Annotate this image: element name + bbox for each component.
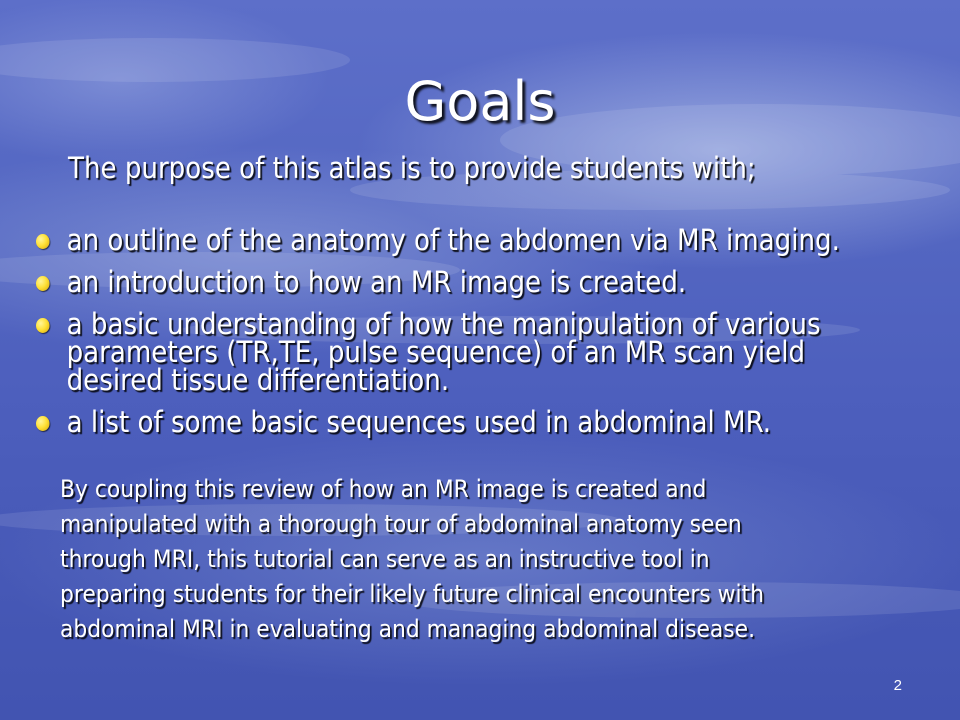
bullet-icon (36, 318, 50, 333)
bullet-icon (36, 234, 50, 249)
closing-line: By coupling this review of how an MR image is created and (60, 475, 707, 503)
closing-line: preparing students for their likely future clinical encounters with (60, 580, 764, 608)
goals-list (36, 223, 936, 450)
intro-text: The purpose of this atlas is to provide students with; (68, 151, 756, 185)
list-item-text: an introduction to how an MR image is created. (66, 265, 687, 299)
list-item-text: a basic understanding of how the manipulation of various (66, 307, 821, 341)
list-item-text: parameters (TR,TE, pulse sequence) of an MR scan yield (66, 335, 806, 369)
closing-paragraph (60, 472, 960, 647)
bullet-icon (36, 276, 50, 291)
bullet-icon (36, 416, 50, 431)
closing-line: abdominal MRI in evaluating and managing abdominal disease. (60, 615, 756, 643)
list-item-text: a list of some basic sequences used in abdominal MR. (66, 405, 772, 439)
slide-title: Goals (404, 70, 556, 133)
list-item (36, 223, 960, 257)
list-item-text: desired tissue differentiation. (66, 363, 450, 397)
closing-line: manipulated with a thorough tour of abdominal anatomy seen (60, 510, 742, 538)
list-item (36, 307, 960, 397)
closing-line: through MRI, this tutorial can serve as an instructive tool in (60, 545, 710, 573)
list-item-text: an outline of the anatomy of the abdomen via MR imaging. (66, 223, 840, 257)
list-item (36, 405, 960, 439)
list-item (36, 265, 960, 299)
page-number: 2 (893, 677, 902, 694)
